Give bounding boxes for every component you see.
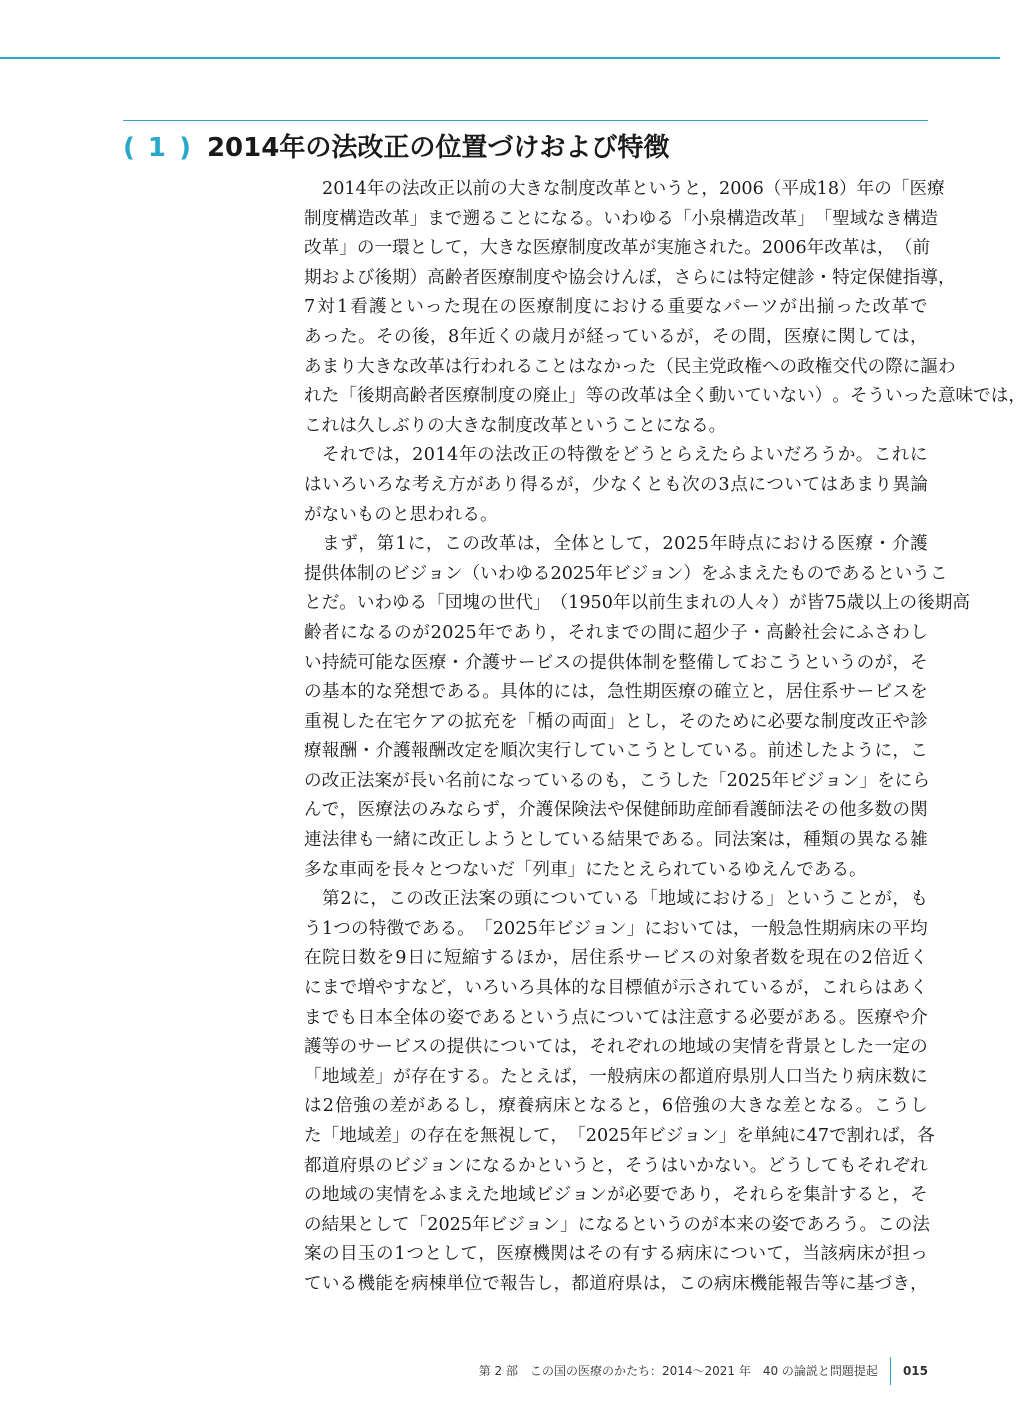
- body-line: 第 2 に ， こ の 改 正 法 案 の 頭 に つ い て い る 「 地 域 に お け る 」 と い う こ と が ， も: [322, 889, 928, 910]
- body-line: 重 視 し た 在 宅 ケ ア の 拡 充 を 「 楯 の 両 面 」 と し ， そ の た め に 必 要 な 制 度 改 正 や 診: [304, 711, 928, 732]
- top-rule: [0, 57, 1000, 59]
- section-heading: [123, 128, 928, 168]
- body-line: は い ろ い ろ な 考 え 方 が あ り 得 る が ， 少 な く と も 次 の 3 点 に つ い て は あ ま り 異 論: [304, 474, 928, 495]
- body-line: の 基 本 的 な 発 想 で あ る 。 具 体 的 に は ， 急 性 期 医 療 の 確 立 と ， 居 住 系 サ ー ビ ス を: [304, 682, 928, 703]
- body-line: 多な車両を長々とつないだ「列車」にたとえられているゆえんである。: [304, 859, 867, 880]
- body-text: [304, 175, 1026, 1300]
- body-line: は 2 倍 強 の 差 が あ る し ， 療 養 病 床 と な る と ， 6 倍 強 の 大 き な 差 と な る 。 こ う し: [304, 1096, 928, 1117]
- body-line: 提 供 体 制 の ビ ジ ョ ン （ い わ ゆ る 2 0 2 5 年 ビ ジ ョ ン ） を ふ ま え た も の で あ る と い う こ: [304, 563, 948, 584]
- body-line: 7 対 1 看 護 と い っ た 現 在 の 医 療 制 度 に お け る 重 要 な パ ー ツ が 出 揃 っ た 改 革 で: [304, 297, 928, 318]
- body-line: の 地 域 の 実 情 を ふ ま え た 地 域 ビ ジ ョ ン が 必 要 で あ り ， そ れ ら を 集 計 す る と ， そ: [304, 1185, 928, 1206]
- body-line: がないものと思われる。: [304, 504, 498, 525]
- body-line: 期 お よ び 後 期 ） 高 齢 者 医 療 制 度 や 協 会 け ん ぽ ， さ ら に は 特 定 健 診 ・ 特 定 保 健 指 導 ，: [304, 267, 956, 288]
- footer-divider: [890, 1357, 891, 1385]
- body-line: 「 地 域 差 」 が 存 在 す る 。 た と え ば ， 一 般 病 床 の 都 道 府 県 別 人 口 当 た り 病 床 数 に: [304, 1066, 928, 1087]
- body-line: ま ず ， 第 1 に ， こ の 改 革 は ， 全 体 と し て ， 2 0 2 5 年 時 点 に お け る 医 療 ・ 介 護: [322, 534, 928, 555]
- body-line: い 持 続 可 能 な 医 療 ・ 介 護 サ ー ビ ス の 提 供 体 制 を 整 備 し て お こ う と い う の が ， そ: [304, 652, 928, 673]
- section-number: ( 1 ): [123, 133, 193, 163]
- body-line: 制 度 構 造 改 革 」 ま で 遡 る こ と に な る 。 い わ ゆ る 「 小 泉 構 造 改 革 」 「 聖 域 な き 構 造: [304, 208, 938, 229]
- body-line: 在 院 日 数 を 9 日 に 短 縮 す る ほ か ， 居 住 系 サ ー ビ ス の 対 象 者 数 を 現 在 の 2 倍 近 く: [304, 948, 928, 969]
- body-line: の 改 正 法 案 が 長 い 名 前 に な っ て い る の も ， こ う し た 「 2 0 2 5 年 ビ ジ ョ ン 」 を に ら: [304, 770, 930, 791]
- body-line: 療 報 酬 ・ 介 護 報 酬 改 定 を 順 次 実 行 し て い こ う と し て い る 。 前 述 し た よ う に ， こ: [304, 741, 928, 762]
- body-line: れ た 「 後 期 高 齢 者 医 療 制 度 の 廃 止 」 等 の 改 革 は 全 く 動 い て い な い ） 。 そ う い っ た 意 味 で は ，: [304, 386, 1026, 407]
- body-line: と だ 。 い わ ゆ る 「 団 塊 の 世 代 」 （ 1 9 5 0 年 以 前 生 ま れ の 人 々 ） が 皆 7 5 歳 以 上 の 後 期 高: [304, 593, 970, 614]
- running-footer-text: 第 2 部 この国の医療のかたち：2014〜2021 年 40 の論説と問題提起: [478, 1364, 878, 1378]
- body-line: に ま で 増 や す な ど ， い ろ い ろ 具 体 的 な 目 標 値 が 示 さ れ て い る が ， こ れ ら は あ く: [304, 978, 928, 999]
- body-line: 2 0 1 4 年 の 法 改 正 以 前 の 大 き な 制 度 改 革 と い う と ， 2 0 0 6 （ 平 成 1 8 ） 年 の 「 医 療: [322, 179, 945, 199]
- body-line: あ ま り 大 き な 改 革 は 行 わ れ る こ と は な か っ た （ 民 主 党 政 権 へ の 政 権 交 代 の 際 に 謳 わ: [304, 356, 956, 377]
- body-line: これは久しぶりの大きな制度改革ということになる。: [304, 415, 727, 436]
- heading-rule: [123, 120, 928, 121]
- body-line: 案 の 目 玉 の 1 つ と し て ， 医 療 機 関 は そ の 有 す る 病 床 に つ い て ， 当 該 病 床 が 担 っ: [304, 1244, 928, 1265]
- body-line: ま で も 日 本 全 体 の 姿 で あ る と い う 点 に つ い て は 注 意 す る 必 要 が あ る 。 医 療 や 介: [304, 1007, 928, 1028]
- body-line: そ れ で は ， 2 0 1 4 年 の 法 改 正 の 特 徴 を ど う と ら え た ら よ い だ ろ う か 。 こ れ に: [322, 445, 928, 466]
- body-line: 都 道 府 県 の ビ ジ ョ ン に な る か と い う と ， そ う は い か な い 。 ど う し て も そ れ ぞ れ: [304, 1155, 928, 1176]
- body-line: ん で ， 医 療 法 の み な ら ず ， 介 護 保 険 法 や 保 健 師 助 産 師 看 護 師 法 そ の 他 多 数 の 関: [304, 800, 928, 821]
- page-footer: [479, 1358, 928, 1384]
- body-line: 護 等 の サ ー ビ ス の 提 供 に つ い て は ， そ れ ぞ れ の 地 域 の 実 情 を 背 景 と し た 一 定 の: [304, 1037, 928, 1058]
- body-line: た 「 地 域 差 」 の 存 在 を 無 視 し て ， 「 2 0 2 5 年 ビ ジ ョ ン 」 を 単 純 に 4 7 で 割 れ ば ， 各: [304, 1126, 935, 1146]
- body-line: の 結 果 と し て 「 2 0 2 5 年 ビ ジ ョ ン 」 に な る と い う の が 本 来 の 姿 で あ ろ う 。 こ の 法: [304, 1214, 930, 1235]
- body-line: 齢 者 に な る の が 2 0 2 5 年 で あ り ， そ れ ま で の 間 に 超 少 子 ・ 高 齢 社 会 に ふ さ わ し: [304, 622, 928, 643]
- body-line: う 1 つ の 特 徴 で あ る 。 「 2 0 2 5 年 ビ ジ ョ ン 」 に お い て は ， 一 般 急 性 期 病 床 の 平 均: [304, 918, 928, 939]
- body-line: 連 法 律 も 一 緒 に 改 正 し よ う と し て い る 結 果 で あ る 。 同 法 案 は ， 種 類 の 異 な る 雑: [304, 830, 928, 851]
- body-line: あ っ た 。 そ の 後 ， 8 年 近 く の 歳 月 が 経 っ て い る が ， そ の 間 ， 医 療 に 関 し て は ，: [304, 326, 928, 347]
- section-title: 2014年の法改正の位置づけおよび特徴: [206, 133, 670, 163]
- body-line: 改 革 」 の 一 環 と し て ， 大 き な 医 療 制 度 改 革 が 実 施 さ れ た 。 2 0 0 6 年 改 革 は ， （ 前: [304, 238, 930, 259]
- page-number: 015: [902, 1364, 928, 1378]
- body-line: て い る 機 能 を 病 棟 単 位 で 報 告 し ， 都 道 府 県 は ， こ の 病 床 機 能 報 告 等 に 基 づ き ，: [304, 1273, 928, 1294]
